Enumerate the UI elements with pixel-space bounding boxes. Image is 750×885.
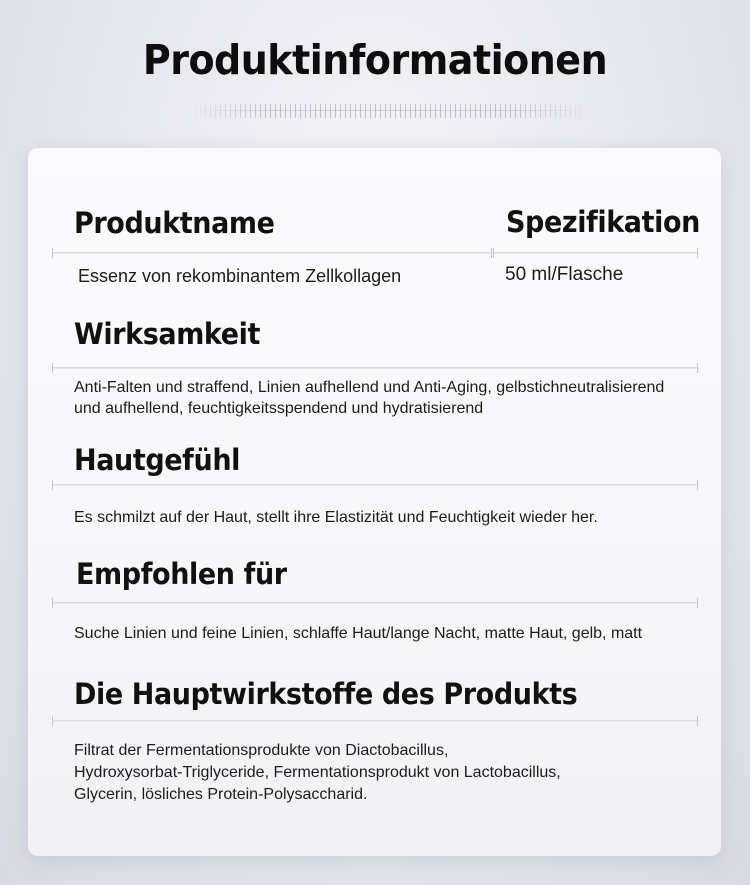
main-ingredients-text-line2: Hydroxysorbat-Triglyceride, Fermentationsprodukt von Lactobacillus, bbox=[74, 764, 561, 781]
efficacy-text-line1: Anti-Falten und straffend, Linien aufhellend und Anti-Aging, gelbstichneutralisierend bbox=[74, 379, 665, 396]
efficacy-heading: Wirksamkeit bbox=[74, 317, 261, 352]
skin-feel-heading: Hautgefühl bbox=[74, 443, 241, 478]
decorative-ruler bbox=[185, 104, 595, 118]
skin-feel-text: Es schmilzt auf der Haut, stellt ihre Elastizität und Feuchtigkeit wieder her. bbox=[74, 509, 598, 526]
main-ingredients-text-line3: Glycerin, lösliches Protein-Polysaccharid. bbox=[74, 786, 368, 803]
specification-value: 50 ml/Flasche bbox=[505, 264, 624, 285]
page-title: Produktinformationen bbox=[142, 36, 608, 84]
skin-feel-divider bbox=[52, 484, 698, 486]
main-ingredients-heading: Die Hauptwirkstoffe des Produkts bbox=[74, 677, 578, 712]
specification-divider bbox=[493, 252, 698, 254]
efficacy-divider bbox=[52, 367, 698, 369]
main-ingredients-divider bbox=[52, 720, 698, 722]
product-name-divider bbox=[52, 252, 492, 254]
specification-heading: Spezifikation bbox=[506, 205, 700, 240]
recommended-for-text: Suche Linien und feine Linien, schlaffe Haut/lange Nacht, matte Haut, gelb, matt bbox=[74, 625, 643, 642]
product-name-value: Essenz von rekombinantem Zellkollagen bbox=[78, 266, 402, 286]
product-name-heading: Produktname bbox=[74, 206, 275, 241]
main-ingredients-text-line1: Filtrat der Fermentationsprodukte von Diactobacillus, bbox=[74, 742, 449, 759]
recommended-for-divider bbox=[52, 602, 698, 604]
efficacy-text-line2: und aufhellend, feuchtigkeitsspendend und hydratisierend bbox=[74, 400, 484, 417]
recommended-for-heading: Empfohlen für bbox=[76, 557, 287, 592]
